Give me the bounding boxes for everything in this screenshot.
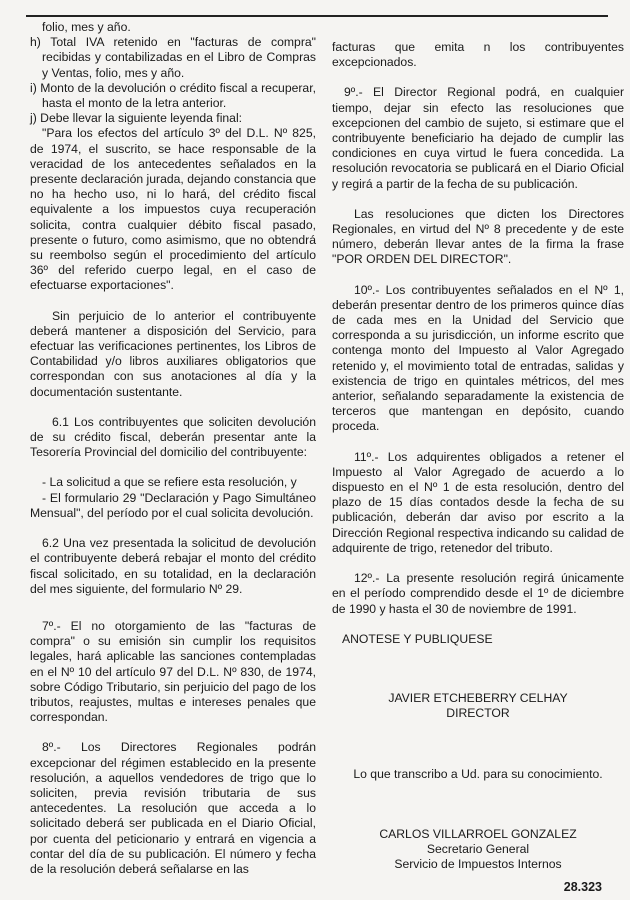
item-i: i) Monto de la devolución o crédito fiscal a recuperar, hasta el monto de la letra anterior.	[30, 80, 316, 111]
item-j: j) Debe llevar la siguiente leyenda final:	[30, 111, 243, 126]
transcription-note: Lo que transcribo a Ud. para su conocimiento.	[353, 767, 603, 782]
paragraph-12: 12º.- La presente resolución regirá únicamente en el período comprendido desde el 1º de diciembre de 1990 y hasta el 30 de noviembre de 1991.	[332, 571, 624, 616]
secretary-org: Servicio de Impuestos Internos	[394, 856, 562, 871]
paragraph-7: 7º.- El no otorgamiento de las "facturas de compra" o su emisión sin cumplir los requisitos legales, hará aplicable las sanciones contempladas en el Nº 10 del artículo 97 del D.L. Nº 830, de 1974, sobre Código Tributario, sin perjuicio del pago de los tributos, reajustes, multas e intereses penales que correspondan.	[30, 618, 316, 725]
paragraph-10: 10º.- Los contribuyentes señalados en el Nº 1, deberán presentar dentro de los primeros quince días de cada mes en la Unidad del Servicio que corresponda a su jurisdicción, un informe escrito que contenga monto del Impuesto al Valor Agregado retenido y, el movimiento total de entradas, salidas y existencia de trigo en quintales métricos, del mes anterior, señalando separadamente la existencia de terceros que mantengan en depósito, cuando proceda.	[332, 282, 624, 434]
anotese-publiquese: ANOTESE Y PUBLIQUESE	[342, 631, 493, 646]
list-item-form-29: - El formulario 29 "Declaración y Pago Simultáneo Mensual", del período por el cual solicita devolución.	[30, 490, 316, 520]
paragraph-resolutions: Las resoluciones que dicten los Directores Regionales, en virtud del Nº 8 precedente y de este número, deberán llevar antes de la firma la frase "POR ORDEN DEL DIRECTOR".	[332, 206, 624, 267]
paragraph-9: 9º.- El Director Regional podrá, en cualquier tiempo, dejar sin efecto las resoluciones que excepcionen del cambio de sujeto, si estimare que el contribuyente beneficiario ha dejado de cumplir las condiciones en cuya virtud le fuera concedida. La resolución revocatoria se publicará en el Diario Oficial y regirá a partir de la fecha de su publicación.	[332, 85, 624, 191]
director-name: JAVIER ETCHEBERRY CELHAY	[388, 690, 568, 705]
left-column	[30, 20, 316, 877]
paragraph-11: 11º.- Los adquirentes obligados a retener el Impuesto al Valor Agregado de acuerdo a lo dispuesto en el Nº 1 de esta resolución, dentro del plazo de 15 días contados desde la fecha de su publicación, deberán dar aviso por escrito a la Dirección Regional respectiva indicando su calidad de adquirente de trigo, retenedor del tributo.	[332, 449, 624, 555]
paragraph-folio: folio, mes y año.	[42, 20, 131, 34]
page-number: 28.323	[563, 880, 602, 894]
list-item-request: - La solicitud a que se refiere esta resolución, y	[42, 475, 297, 490]
sworn-statement: "Para los efectos del artículo 3º del D.L. Nº 825, de 1974, el suscrito, se hace responsable de la veracidad de los antecedentes señalados en la presente declaración jurada, dejando constancia que no ha hecho uso, ni lo hará, del crédito fiscal equivalente a los impuestos cuya recuperación solicita, contra cualquier débito fiscal pasado, presente o futuro, como asimismo, que no obtendrá su reembolso según el procedimiento del artículo 36º del referido cuerpo legal, en el caso de efectuarse exportaciones".	[30, 126, 316, 293]
paragraph-6-2: 6.2 Una vez presentada la solicitud de devolución el contribuyente deberá rebajar el monto del crédito fiscal solicitado, en su totalidad, en la declaración del mes siguiente, del formulario Nº 29.	[30, 536, 316, 596]
top-rule	[26, 15, 608, 17]
signature-block-director	[332, 691, 624, 721]
paragraph-6-1: 6.1 Los contribuyentes que soliciten devolución de su crédito fiscal, deberán presentar ante la Tesorería Provincial del domicilio del contribuyente:	[30, 414, 316, 460]
signature-block-secretary	[332, 827, 624, 873]
paragraph-continued: facturas que emita n los contribuyentes excepcionados.	[332, 40, 624, 70]
secretary-name: CARLOS VILLARROEL GONZALEZ	[379, 826, 577, 841]
paragraph-without-prejudice: Sin perjuicio de lo anterior el contribuyente deberá mantener a disposición del Servicio, para efectuar las verificaciones pertinentes, los Libros de Contabilidad y/o libros auxiliares obligatorios que correspondan con sus anotaciones al día y la documentación sustentante.	[30, 308, 316, 399]
secretary-title: Secretario General	[426, 841, 530, 856]
right-column	[332, 40, 624, 872]
item-h: h) Total IVA retenido en "facturas de compra" recibidas y contabilizadas en el Libro de Compras y Ventas, folio, mes y año.	[30, 35, 316, 80]
paragraph-8: 8º.- Los Directores Regionales podrán excepcionar del régimen establecido en la presente resolución, a aquellos vendedores de trigo que lo soliciten, previa revisión tributaria de sus antecedentes. La resolución que acceda a lo solicitado deberá ser publicada en el Diario Oficial, por cuenta del peticionario y entrará en vigencia a contar del día de su publicación. El número y fecha de la resolución deberá señalarse en las	[30, 740, 316, 876]
director-title: DIRECTOR	[446, 706, 510, 721]
